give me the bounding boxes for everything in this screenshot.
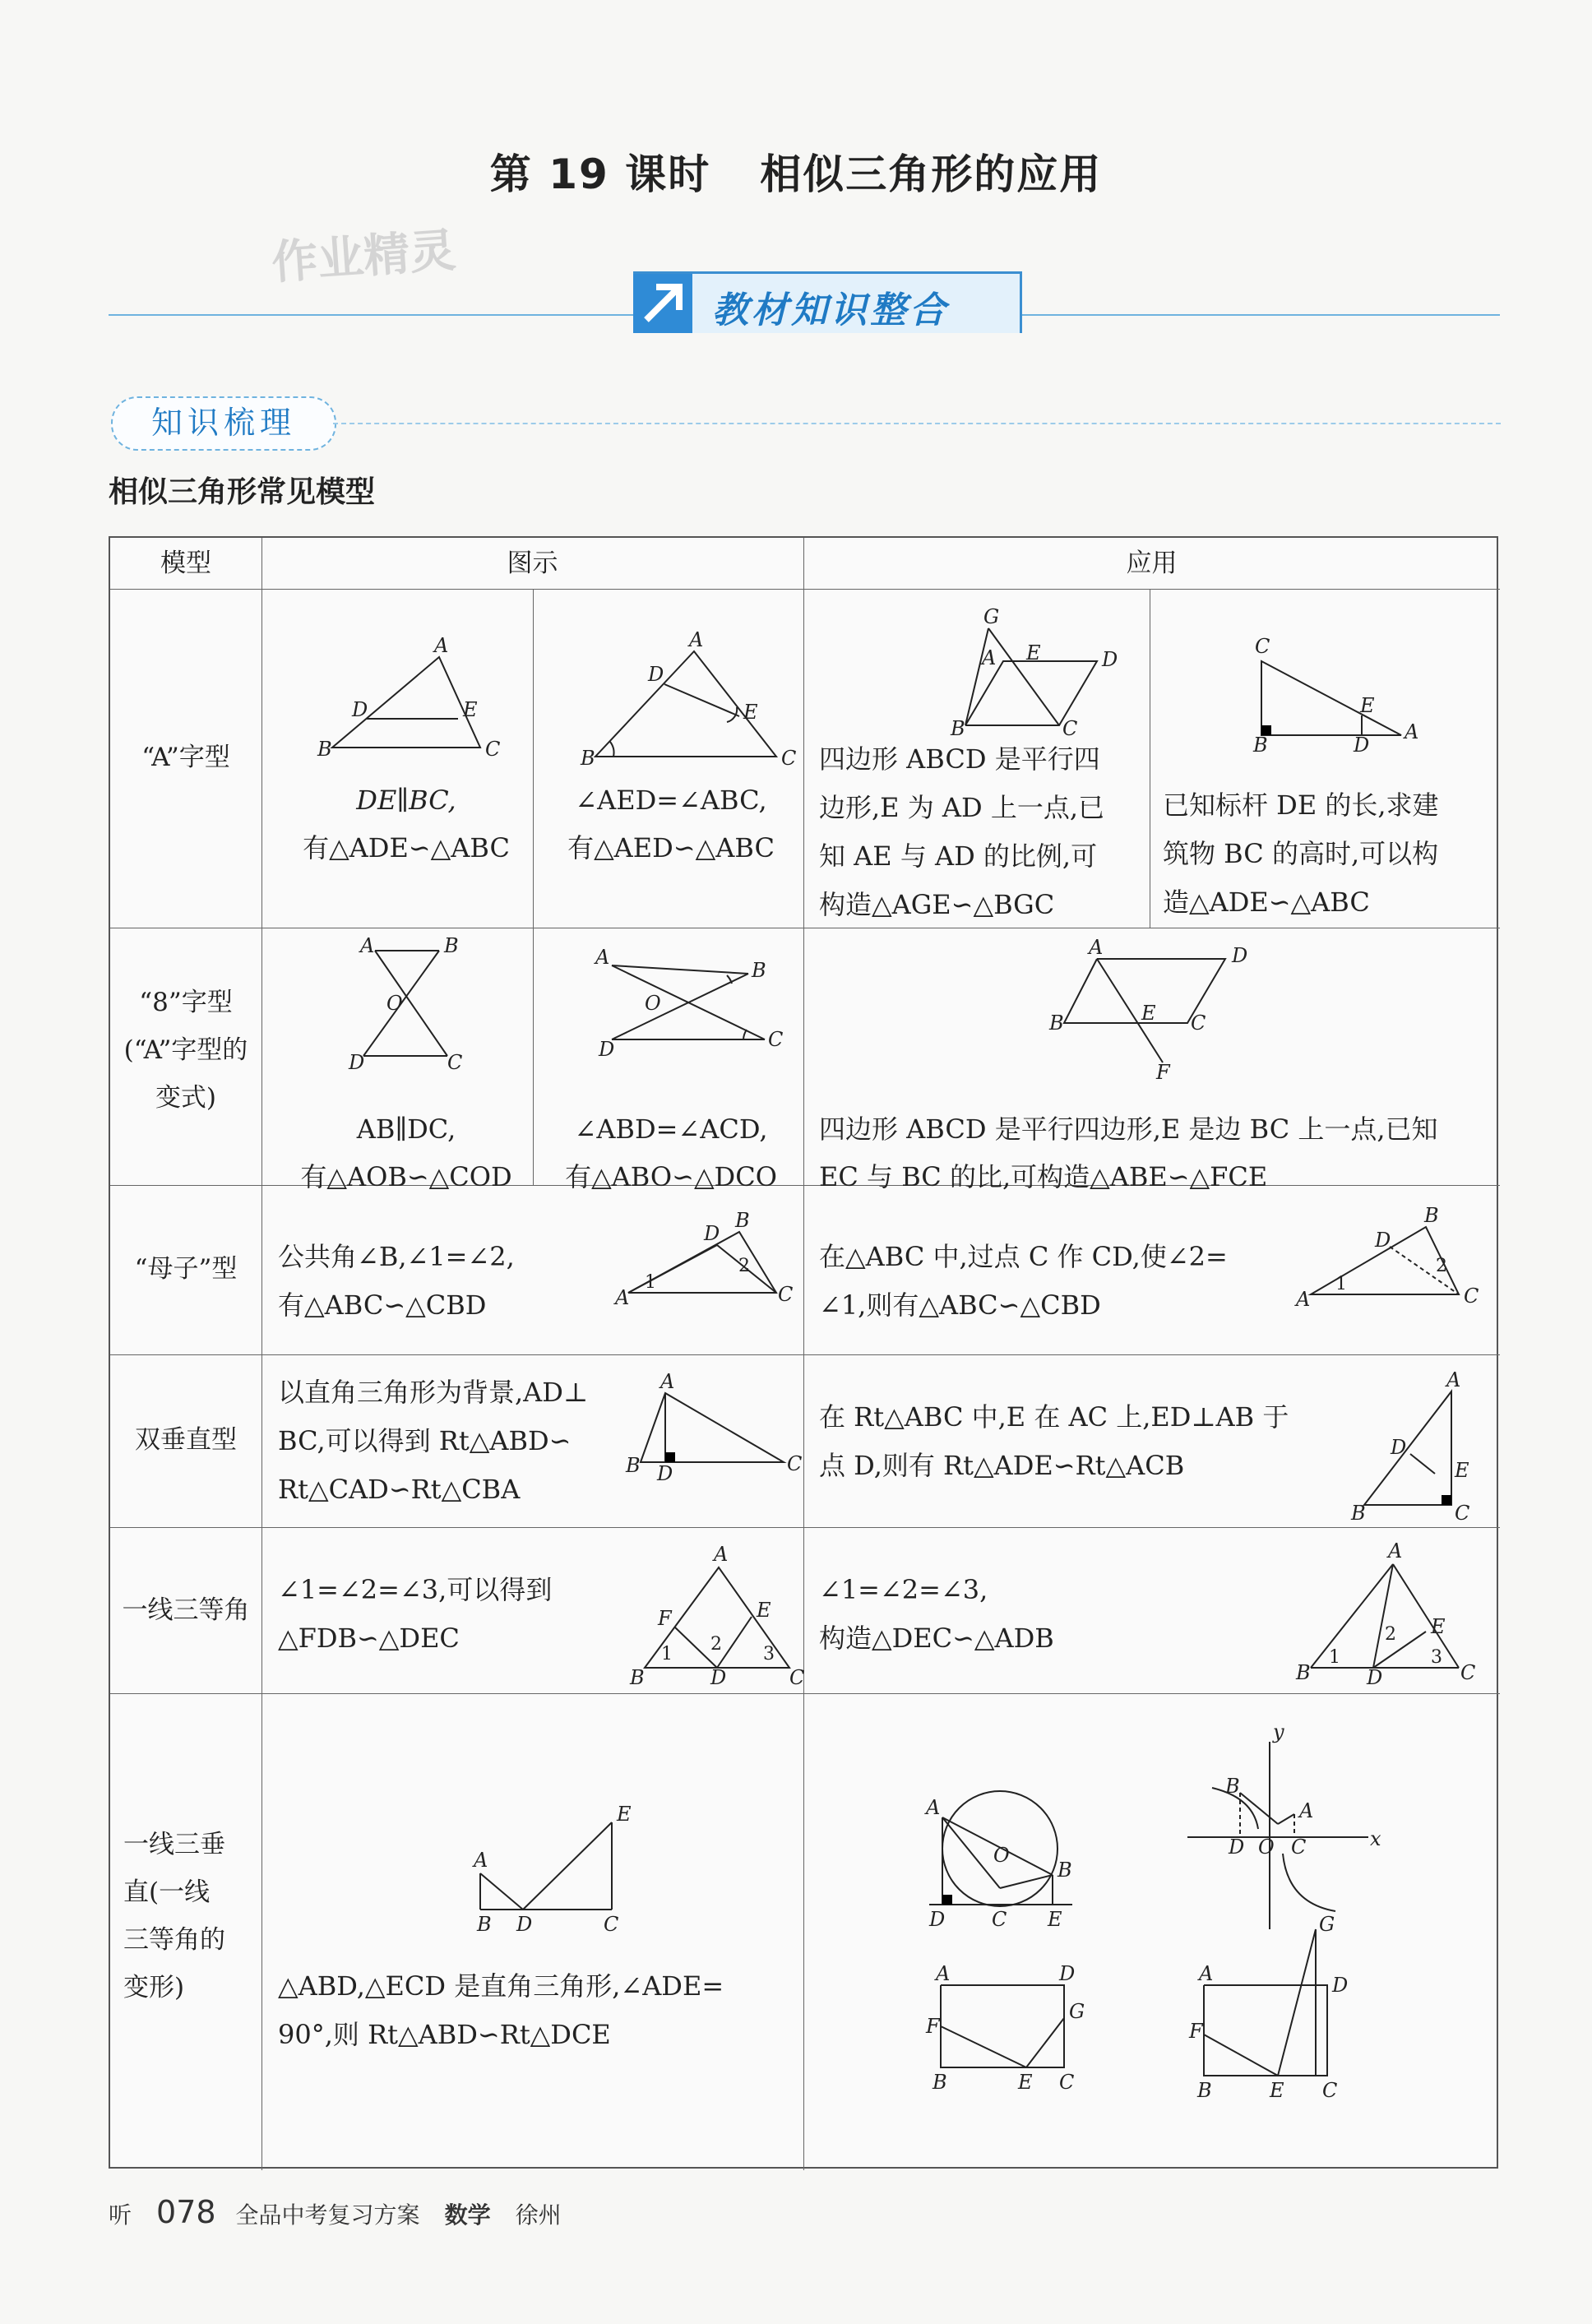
svg-text:E: E bbox=[1048, 1908, 1062, 1931]
svg-text:B: B bbox=[444, 934, 459, 957]
svg-text:B: B bbox=[477, 1913, 492, 1936]
svg-text:F: F bbox=[1156, 1061, 1170, 1084]
svg-text:A: A bbox=[1296, 1288, 1311, 1311]
svg-text:E: E bbox=[1270, 2079, 1284, 2102]
section-title: 相似三角形常见模型 bbox=[109, 475, 376, 509]
row4-app-line1: 在 Rt△ABC 中,E 在 AC 上,ED⊥AB 于 bbox=[819, 1401, 1289, 1433]
model-perp-line2: 直(一线 bbox=[123, 1877, 211, 1907]
svg-text:D: D bbox=[352, 698, 368, 721]
svg-text:1: 1 bbox=[661, 1644, 673, 1664]
svg-text:C: C bbox=[447, 1051, 463, 1074]
svg-text:2: 2 bbox=[1385, 1624, 1396, 1645]
figure-circle-perp bbox=[924, 1771, 1089, 1931]
subsection-divider bbox=[333, 423, 1501, 424]
svg-text:D: D bbox=[1375, 1229, 1391, 1252]
svg-text:E: E bbox=[617, 1803, 632, 1826]
figure-three-perp-1 bbox=[456, 1803, 636, 1942]
figure-double-perp-1 bbox=[624, 1370, 805, 1485]
model-perp-line3: 三等角的 bbox=[123, 1925, 225, 1955]
svg-text:B: B bbox=[1225, 1775, 1240, 1798]
svg-text:A: A bbox=[660, 1370, 675, 1393]
svg-text:D: D bbox=[710, 1666, 727, 1689]
svg-text:3: 3 bbox=[1431, 1647, 1442, 1668]
banner-text: 教材知识整合 bbox=[712, 289, 949, 331]
svg-text:1: 1 bbox=[1329, 1647, 1340, 1668]
svg-text:C: C bbox=[1255, 635, 1270, 658]
svg-text:C: C bbox=[604, 1913, 619, 1936]
svg-text:C: C bbox=[1062, 717, 1078, 740]
svg-text:E: E bbox=[1360, 694, 1375, 717]
svg-text:C: C bbox=[789, 1666, 805, 1689]
svg-text:O: O bbox=[386, 992, 403, 1015]
figure-parallelogram-age bbox=[900, 605, 1118, 740]
svg-text:2: 2 bbox=[1436, 1256, 1447, 1276]
model-perp-line1: 一线三垂 bbox=[123, 1830, 225, 1859]
svg-text:C: C bbox=[768, 1028, 784, 1051]
figure-coordinate-perp bbox=[1179, 1720, 1393, 1936]
svg-text:C: C bbox=[1460, 1661, 1476, 1684]
row4-fig-line3: Rt△CAD∽Rt△CBA bbox=[278, 1474, 521, 1505]
svg-text:C: C bbox=[781, 747, 797, 770]
svg-text:A: A bbox=[982, 646, 997, 669]
svg-text:E: E bbox=[757, 1599, 771, 1622]
row3-fig-line1: 公共角∠B,∠1=∠2, bbox=[278, 1241, 515, 1272]
row2-fig2-line2: 有△ABO∽△DCO bbox=[565, 1161, 777, 1192]
model-eight-line2: (“A”字型的 bbox=[123, 1035, 248, 1065]
row1-app2-line3: 造△ADE∽△ABC bbox=[1163, 887, 1370, 918]
svg-text:D: D bbox=[648, 663, 664, 686]
svg-text:D: D bbox=[516, 1913, 533, 1936]
svg-text:A: A bbox=[360, 934, 375, 957]
row2-app-line1: 四边形 ABCD 是平行四边形,E 是边 BC 上一点,已知 bbox=[819, 1113, 1438, 1145]
section-banner bbox=[633, 271, 1022, 333]
svg-text:D: D bbox=[1391, 1436, 1407, 1459]
model-mother-child: “母子”型 bbox=[134, 1254, 238, 1284]
footer-subject: 数学 bbox=[444, 2201, 491, 2229]
svg-text:B: B bbox=[933, 2071, 947, 2094]
svg-text:B: B bbox=[951, 717, 965, 740]
figure-eight-angle bbox=[587, 946, 801, 1072]
svg-text:A: A bbox=[1446, 1368, 1461, 1391]
svg-text:C: C bbox=[778, 1283, 794, 1306]
svg-text:A: A bbox=[615, 1286, 630, 1309]
svg-text:3: 3 bbox=[763, 1644, 775, 1664]
row6-fig-line1: △ABD,△ECD 是直角三角形,∠ADE= bbox=[278, 1970, 724, 2002]
footer-book: 全品中考复习方案 bbox=[235, 2201, 420, 2229]
figure-a-angle bbox=[571, 628, 797, 770]
svg-text:C: C bbox=[992, 1908, 1007, 1931]
svg-text:D: D bbox=[657, 1462, 673, 1485]
svg-text:E: E bbox=[1026, 641, 1041, 664]
svg-text:B: B bbox=[1057, 1859, 1072, 1882]
figure-eight-parallel bbox=[324, 934, 488, 1074]
svg-text:B: B bbox=[626, 1454, 641, 1477]
figure-pole-building bbox=[1237, 637, 1434, 760]
svg-text:A: A bbox=[1199, 1962, 1214, 1985]
svg-text:A: A bbox=[926, 1796, 941, 1819]
figure-rectangle-perp-1 bbox=[924, 1962, 1089, 2094]
svg-text:D: D bbox=[349, 1051, 365, 1074]
model-one-line-three-angles: 一线三等角 bbox=[122, 1595, 250, 1625]
svg-text:B: B bbox=[1253, 734, 1268, 757]
svg-text:B: B bbox=[317, 738, 332, 761]
svg-text:D: D bbox=[1059, 1962, 1076, 1985]
row1-app2-line2: 筑物 BC 的高时,可以构 bbox=[1163, 838, 1439, 869]
svg-text:D: D bbox=[1332, 1974, 1349, 1997]
svg-text:A: A bbox=[1299, 1799, 1314, 1822]
svg-text:O: O bbox=[1258, 1836, 1275, 1859]
svg-text:B: B bbox=[1296, 1661, 1311, 1684]
svg-text:B: B bbox=[1424, 1204, 1439, 1227]
svg-text:A: A bbox=[714, 1543, 729, 1566]
header-application: 应用 bbox=[1126, 549, 1178, 578]
model-eight-line3: 变式) bbox=[155, 1083, 217, 1113]
row1-fig1-line1: DE∥BC, bbox=[356, 785, 456, 816]
svg-text:D: D bbox=[1354, 734, 1370, 757]
svg-text:D: D bbox=[1367, 1666, 1383, 1689]
svg-text:B: B bbox=[1049, 1012, 1064, 1035]
svg-text:C: C bbox=[1191, 1012, 1206, 1035]
row2-fig1-line2: 有△AOB∽△COD bbox=[300, 1161, 512, 1192]
svg-text:B: B bbox=[581, 747, 595, 770]
footer-prefix: 听 bbox=[109, 2201, 132, 2229]
figure-three-angles-1 bbox=[628, 1543, 809, 1689]
svg-text:E: E bbox=[1018, 2071, 1033, 2094]
svg-text:D: D bbox=[1229, 1836, 1245, 1859]
model-eight-shape bbox=[110, 979, 261, 1122]
svg-text:B: B bbox=[1197, 2079, 1212, 2102]
svg-text:B: B bbox=[630, 1666, 645, 1689]
row2-fig2-line1: ∠ABD=∠ACD, bbox=[574, 1113, 768, 1145]
lesson-title: 相似三角形的应用 bbox=[760, 150, 1103, 198]
models-table bbox=[109, 536, 1498, 2169]
figure-parallelogram-abe bbox=[1049, 936, 1311, 1084]
row1-app1-line2: 边形,E 为 AD 上一点,已 bbox=[819, 792, 1104, 823]
svg-text:A: A bbox=[1405, 720, 1419, 743]
banner-line-left bbox=[109, 314, 635, 316]
svg-text:F: F bbox=[658, 1607, 672, 1630]
svg-text:E: E bbox=[1455, 1459, 1469, 1482]
figure-three-angles-2 bbox=[1294, 1539, 1476, 1689]
svg-text:D: D bbox=[1232, 944, 1248, 967]
lesson-label: 第 19 课时 bbox=[489, 150, 711, 198]
svg-text:A: A bbox=[936, 1962, 951, 1985]
svg-text:B: B bbox=[735, 1209, 750, 1232]
row4-app-line2: 点 D,则有 Rt△ADE∽Rt△ACB bbox=[819, 1450, 1185, 1481]
row1-fig2-line1: ∠AED=∠ABC, bbox=[575, 785, 767, 816]
footer-region: 徐州 bbox=[515, 2201, 562, 2229]
row3-app-line2: ∠1,则有△ABC∽△CBD bbox=[819, 1289, 1101, 1321]
page-title bbox=[0, 141, 1592, 201]
svg-text:E: E bbox=[463, 698, 478, 721]
svg-text:2: 2 bbox=[738, 1256, 750, 1276]
model-a-shape: “A”字型 bbox=[141, 743, 230, 772]
svg-text:C: C bbox=[787, 1452, 803, 1475]
banner-line-right bbox=[1018, 314, 1500, 316]
page-number: 078 bbox=[156, 2194, 216, 2230]
svg-text:C: C bbox=[1322, 2079, 1338, 2102]
svg-text:O: O bbox=[993, 1844, 1010, 1867]
svg-text:C: C bbox=[1464, 1285, 1479, 1308]
svg-text:G: G bbox=[983, 605, 1000, 628]
row1-app1-line4: 构造△AGE∽△BGC bbox=[819, 889, 1055, 920]
model-double-perpendicular: 双垂直型 bbox=[135, 1425, 237, 1455]
svg-text:C: C bbox=[1455, 1502, 1470, 1525]
svg-text:C: C bbox=[1059, 2071, 1075, 2094]
svg-text:A: A bbox=[1089, 936, 1104, 959]
watermark: 作业精灵 bbox=[270, 224, 458, 290]
svg-text:G: G bbox=[1069, 2000, 1085, 2023]
row1-fig1-line2: 有△ADE∽△ABC bbox=[303, 832, 510, 863]
svg-text:1: 1 bbox=[645, 1272, 656, 1293]
model-eight-line1: “8”字型 bbox=[139, 988, 233, 1017]
svg-text:D: D bbox=[599, 1038, 615, 1061]
row1-app1-line3: 知 AE 与 AD 的比例,可 bbox=[819, 840, 1098, 872]
svg-text:D: D bbox=[1102, 648, 1118, 671]
svg-text:B: B bbox=[1351, 1502, 1366, 1525]
row6-fig-line2: 90°,则 Rt△ABD∽Rt△DCE bbox=[278, 2019, 611, 2050]
figure-mother-child-1 bbox=[612, 1209, 794, 1312]
figure-a-parallel bbox=[299, 634, 501, 764]
svg-text:B: B bbox=[752, 959, 766, 982]
row2-app-line2: EC 与 BC 的比,可构造△ABE∽△FCE bbox=[819, 1161, 1268, 1192]
row3-app-line1: 在△ABC 中,过点 C 作 CD,使∠2= bbox=[819, 1241, 1228, 1272]
svg-text:A: A bbox=[595, 946, 610, 969]
svg-text:D: D bbox=[704, 1222, 720, 1245]
svg-text:O: O bbox=[645, 992, 661, 1015]
svg-text:2: 2 bbox=[710, 1634, 722, 1655]
svg-text:D: D bbox=[929, 1908, 946, 1931]
svg-text:F: F bbox=[926, 2015, 940, 2038]
page-footer bbox=[109, 2194, 586, 2230]
svg-text:E: E bbox=[1431, 1615, 1446, 1638]
figure-rectangle-perp-2 bbox=[1187, 1913, 1368, 2102]
row4-fig-line2: BC,可以得到 Rt△ABD∽ bbox=[278, 1425, 572, 1456]
svg-text:A: A bbox=[1388, 1539, 1403, 1562]
svg-text:A: A bbox=[474, 1849, 488, 1872]
row1-app2-line1: 已知标杆 DE 的长,求建 bbox=[1163, 789, 1439, 821]
svg-text:E: E bbox=[1141, 1002, 1156, 1025]
model-perp-line4: 变形) bbox=[123, 1973, 185, 2002]
row2-fig1-line1: AB∥DC, bbox=[356, 1113, 456, 1145]
row1-app1-line1: 四边形 ABCD 是平行四 bbox=[819, 743, 1100, 775]
svg-text:x: x bbox=[1370, 1827, 1381, 1850]
row5-app-line2: 构造△DEC∽△ADB bbox=[819, 1623, 1054, 1654]
subsection-tag: 知识梳理 bbox=[111, 396, 336, 451]
svg-text:F: F bbox=[1189, 2020, 1203, 2043]
header-figure: 图示 bbox=[507, 549, 558, 578]
svg-text:y: y bbox=[1273, 1720, 1284, 1743]
row5-app-line1: ∠1=∠2=∠3, bbox=[819, 1574, 988, 1605]
svg-text:A: A bbox=[434, 634, 449, 657]
row5-fig-line2: △FDB∽△DEC bbox=[278, 1623, 460, 1654]
svg-text:1: 1 bbox=[1335, 1274, 1347, 1294]
svg-text:A: A bbox=[689, 628, 704, 651]
row4-fig-line1: 以直角三角形为背景,AD⊥ bbox=[278, 1377, 589, 1408]
svg-text:E: E bbox=[743, 701, 758, 724]
arrow-icon bbox=[633, 274, 692, 333]
figure-mother-child-2 bbox=[1294, 1204, 1479, 1311]
svg-text:G: G bbox=[1319, 1913, 1335, 1936]
svg-text:C: C bbox=[1291, 1836, 1307, 1859]
header-model: 模型 bbox=[160, 549, 211, 578]
figure-double-perp-2 bbox=[1340, 1368, 1504, 1525]
row1-fig2-line2: 有△AED∽△ABC bbox=[567, 832, 775, 863]
model-one-line-three-perpendiculars bbox=[123, 1821, 263, 2012]
svg-text:C: C bbox=[485, 738, 501, 761]
row5-fig-line1: ∠1=∠2=∠3,可以得到 bbox=[278, 1574, 553, 1605]
row3-fig-line2: 有△ABC∽△CBD bbox=[278, 1289, 487, 1321]
